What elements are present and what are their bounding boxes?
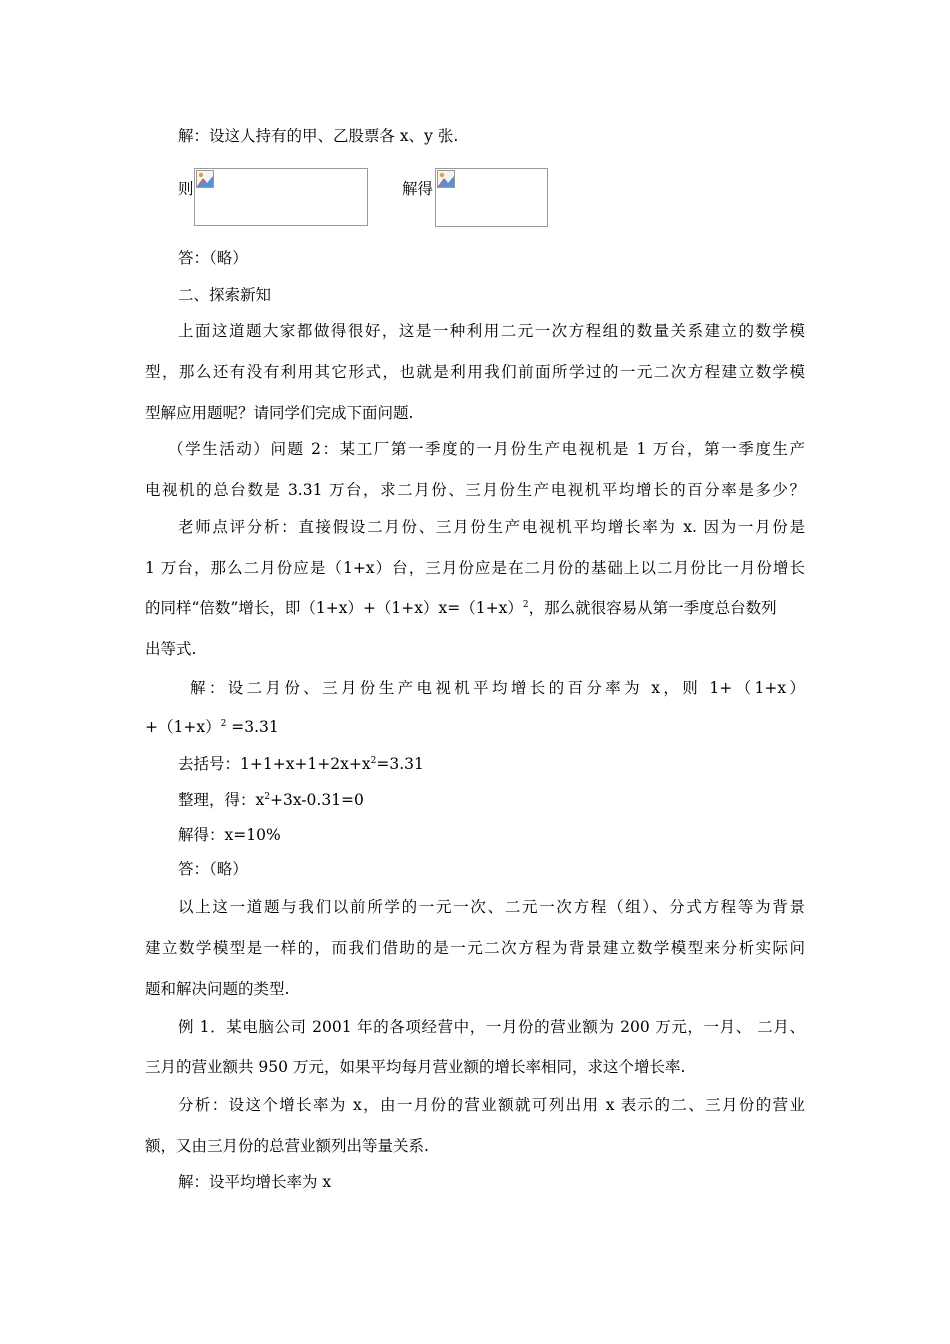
paragraph-line: 建立数学模型是一样的，而我们借助的是一元二次方程为背景建立数学模型来分析实际问 bbox=[145, 939, 805, 957]
analysis-line: 出等式. bbox=[145, 640, 197, 658]
text-run: 的同样“倍数”增长，即（1+x）+（1+x）x=（1+x） bbox=[145, 599, 523, 617]
paragraph-line: 上面这道题大家都做得很好，这是一种利用二元一次方程组的数量关系建立的数学模 bbox=[178, 322, 805, 340]
paragraph-line: 型解应用题呢？请同学们完成下面问题. bbox=[145, 404, 414, 422]
section-heading: 二、探索新知 bbox=[178, 286, 272, 304]
answer-line: 答：（略） bbox=[178, 249, 248, 267]
broken-image-icon bbox=[437, 170, 455, 188]
answer-line: 答：（略） bbox=[178, 860, 248, 878]
solution-line: 解：设二月份、三月份生产电视机平均增长的百分率为 x，则 1+（1+x） bbox=[190, 679, 805, 697]
analysis-line: 分析：设这个增长率为 x，由一月份的营业额就可列出用 x 表示的二、三月份的营业 bbox=[178, 1096, 805, 1114]
equation-line bbox=[145, 716, 279, 738]
equation-line bbox=[178, 753, 424, 775]
analysis-line bbox=[145, 597, 777, 619]
broken-image-icon bbox=[196, 170, 214, 188]
problem-line: 电视机的总台数是 3.31 万台，求二月份、三月份生产电视机平均增长的百分率是多少？ bbox=[145, 481, 805, 499]
text-run: =3.31 bbox=[376, 755, 424, 773]
text-run: ，那么就很容易从第一季度总台数列 bbox=[528, 599, 777, 617]
paragraph-line: 题和解决问题的类型. bbox=[145, 980, 290, 998]
superscript: 2 bbox=[370, 756, 377, 766]
example-line: 例 1．某电脑公司 2001 年的各项经营中，一月份的营业额为 200 万元，一月、 二月、 bbox=[178, 1018, 805, 1036]
text-run: =3.31 bbox=[226, 718, 279, 736]
solution-line: 解：设平均增长率为 x bbox=[178, 1173, 332, 1191]
text-run: 去括号：1+1+x+1+2x+x bbox=[178, 755, 371, 773]
problem-line: （学生活动）问题 2：某工厂第一季度的一月份生产电视机是 1 万台，第一季度生产 bbox=[168, 440, 805, 458]
equation-line bbox=[178, 789, 364, 811]
analysis-line: 1 万台，那么二月份应是（1+x）台，三月份应是在二月份的基础上以二月份比一月份增长 bbox=[145, 559, 805, 577]
solution-line: 解：设这人持有的甲、乙股票各 x、y 张. bbox=[178, 127, 459, 145]
superscript: 2 bbox=[264, 792, 270, 802]
equation-image-placeholder bbox=[194, 168, 368, 226]
text-run: 整理，得：x bbox=[178, 791, 265, 809]
result-line: 解得：x=10% bbox=[178, 826, 281, 844]
example-line: 三月的营业额共 950 万元，如果平均每月营业额的增长率相同，求这个增长率. bbox=[145, 1058, 686, 1076]
text-run: +3x-0.31=0 bbox=[269, 791, 364, 809]
superscript: 2 bbox=[220, 719, 227, 729]
analysis-line: 额，又由三月份的总营业额列出等量关系. bbox=[145, 1137, 429, 1155]
solve-result-label: 解得 bbox=[402, 180, 434, 198]
solution-image-placeholder bbox=[435, 168, 548, 227]
paragraph-line: 以上这一道题与我们以前所学的一元一次、二元一次方程（组）、分式方程等为背景 bbox=[178, 898, 805, 916]
paragraph-line: 型，那么还有没有利用其它形式，也就是利用我们前面所学过的一元二次方程建立数学模 bbox=[145, 363, 805, 381]
text-run: +（1+x） bbox=[145, 718, 221, 736]
then-label: 则 bbox=[178, 180, 194, 198]
superscript: 2 bbox=[522, 600, 529, 610]
analysis-line: 老师点评分析：直接假设二月份、三月份生产电视机平均增长率为 x. 因为一月份是 bbox=[178, 518, 805, 536]
